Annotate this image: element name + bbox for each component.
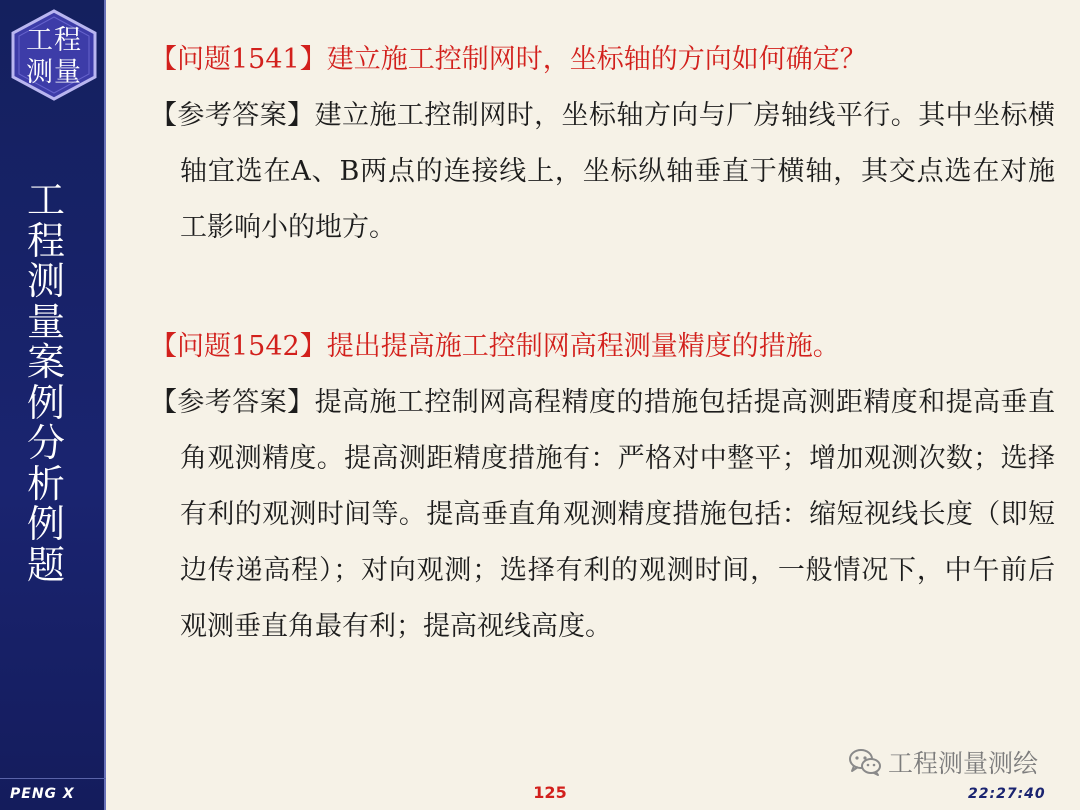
watermark-text: 工程测量测绘 <box>888 749 1039 778</box>
wechat-icon <box>848 747 882 777</box>
sidebar-footer-divider <box>0 778 106 779</box>
page-number: 125 <box>533 783 567 802</box>
answer-1542: 【参考答案】提高施工控制网高程精度的措施包括提高测距精度和提高垂直角观测精度。提高测距精度措施有：严格对中整平；增加观测次数；选择有利的观测时间等。提高垂直角观测精度措施包括：缩短视线长度（即短边传递高程）；对向观测；选择有利的观测时间，一般情况下，中午前后观测垂直角最有利；提高视线高度。 <box>150 387 1055 642</box>
timestamp: 22:27:40 <box>968 786 1046 802</box>
badge-line-2: 测量 <box>26 57 82 88</box>
answer-1541: 【参考答案】建立施工控制网时，坐标轴方向与厂房轴线平行。其中坐标横轴宜选在A、B两点的连接线上，坐标纵轴垂直于横轴，其交点选在对施工影响小的地方。 <box>150 100 1055 243</box>
author-label: PENG X <box>10 786 75 802</box>
question-1542: 【问题1542】提出提高施工控制网高程测量精度的措施。 <box>150 331 840 362</box>
sidebar <box>0 0 106 810</box>
badge-line-1: 工程 <box>26 25 82 56</box>
sidebar-vertical-title: 工程测量案例分析例题 <box>26 178 65 587</box>
question-1541: 【问题1541】建立施工控制网时，坐标轴的方向如何确定？ <box>150 44 867 75</box>
qa-item-1542 <box>150 319 1055 655</box>
qa-item-1541 <box>150 32 1055 256</box>
watermark <box>848 745 1038 779</box>
course-badge <box>10 8 98 102</box>
